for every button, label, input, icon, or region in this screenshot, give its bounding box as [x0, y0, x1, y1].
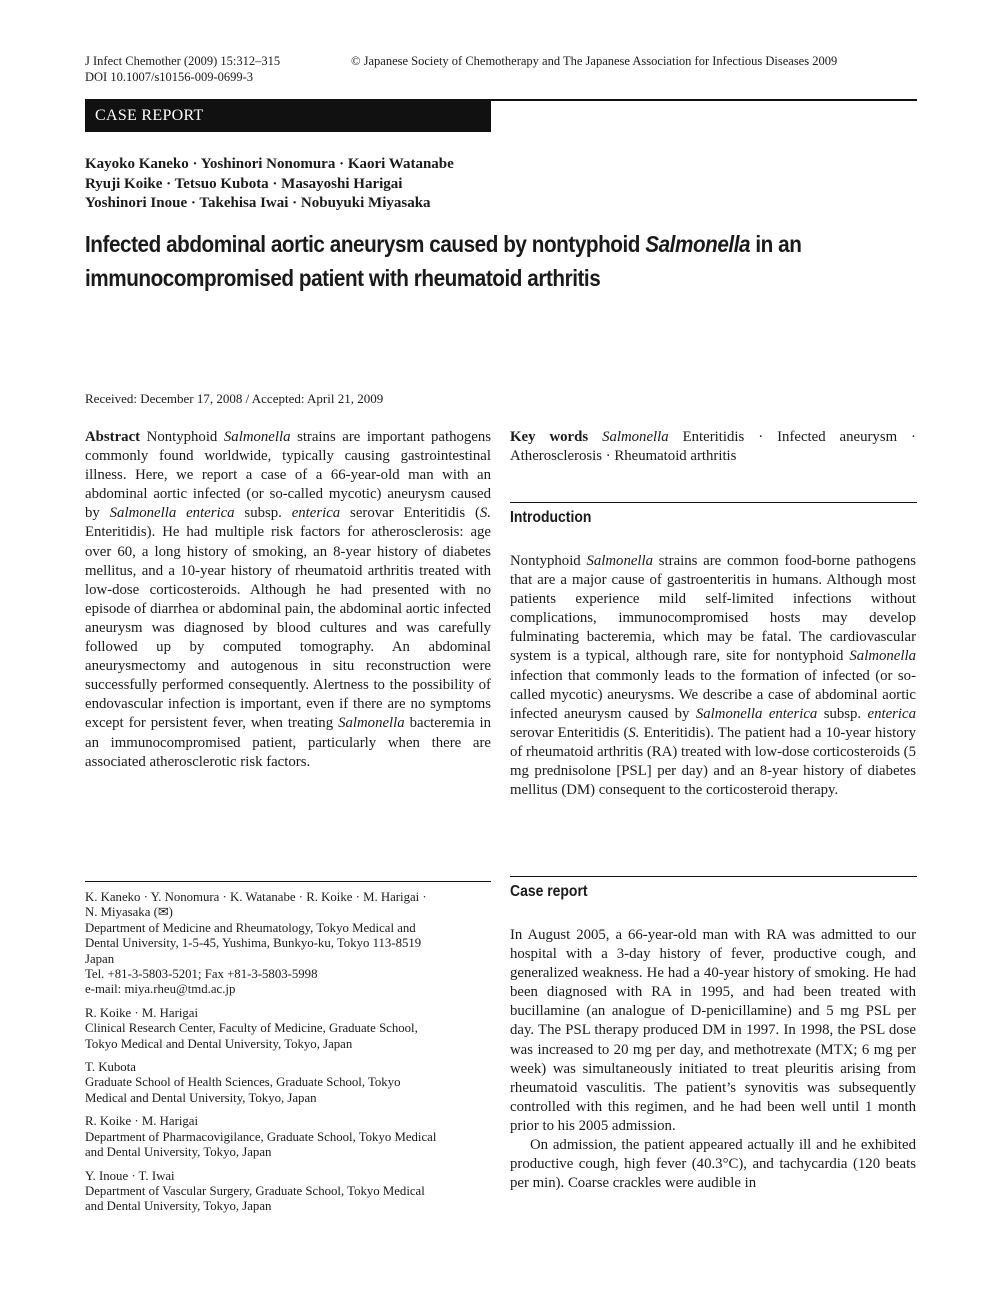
abstract-italic: Salmonella [338, 715, 405, 732]
author-line: Ryuji Koike · Tetsuo Kubota · Masayoshi Harigai [85, 175, 403, 192]
introduction-body [510, 552, 916, 800]
affiliation-line: Graduate School of Health Sciences, Graduate School, Tokyo [85, 1075, 401, 1090]
affiliation-line: Department of Pharmacovigilance, Graduate School, Tokyo Medical [85, 1129, 437, 1144]
abstract-italic: Salmonella [223, 429, 291, 445]
intro-text: subsp. [817, 705, 868, 722]
affiliation-block [85, 1006, 495, 1052]
intro-italic: Salmonella [586, 553, 654, 569]
affiliation-block [85, 1114, 495, 1160]
author-list [85, 155, 505, 214]
keywords [510, 428, 916, 466]
affiliation-line: Department of Vascular Surgery, Graduate School, Tokyo Medical [85, 1183, 425, 1198]
affiliation-line: Y. Inoue · T. Iwai [85, 1168, 175, 1183]
abstract-italic: Salmonella enterica [109, 505, 235, 522]
affiliation-line: K. Kaneko · Y. Nonomura · K. Watanabe · R. Koike · M. Harigai · [85, 890, 427, 904]
abstract-text: Enteritidis). He had multiple risk factors for atherosclerosis: age over 60, a long history of smoking, an 8-year history of diabetes mellitus, and a 10-year history of rheumatoid arthritis treated with low-dose corticosteroids. Although he had presented with no episode of diarrhea or abdominal pain, the abdominal aortic infected aneurysm was diagnosed by blood cultures and was carefully followed up by computed tomography. An abdominal aneurysmectomy and autogenous in situ reconstruction were successfully performed consequently. Alertness to the possibility of endovascular infection is important, even if there are no symptoms except for persistent fever, when treating [85, 524, 491, 732]
affiliation-line: Tel. +81-3-5803-5201; Fax +81-3-5803-5998 [85, 967, 318, 982]
intro-text: Enteritidis). The patient had a 10-year history of rheumatoid arthritis (RA) treated with low-dose corticosteroids (5 mg prednisolone [PSL] per day) and an 8-year history of diabetes mellitus (DM) consequent to the corticosteroid therapy. [510, 724, 917, 799]
article-title [85, 227, 917, 295]
affiliations [85, 890, 495, 1215]
affiliation-block [85, 1060, 495, 1106]
intro-text: strains are common food-borne pathogens that are a major cause of gastroenteritis in humans. Although most patients experience mild self-limited infections without complications, immunocompromised hosts may develop fulminating bacteremia, which may be fatal. The cardiovascular system is a typical, although rare, site for nontyphoid [510, 553, 916, 665]
affiliation-line: Dental University, 1-5-45, Yushima, Bunkyo-ku, Tokyo 113-8519 [85, 936, 422, 951]
title-text: in an [750, 231, 802, 257]
keywords-text: Enteritidis · Infected aneurysm · Atherosclerosis · Rheumatoid arthritis [510, 429, 916, 465]
abstract-label: Abstract [85, 429, 141, 445]
section-rule [510, 876, 917, 877]
affiliation-rule [85, 881, 491, 882]
affiliation-line: N. Miyasaka (✉) [85, 905, 173, 920]
case-report-heading: Case report [510, 883, 588, 900]
journal-citation: J Infect Chemother (2009) 15:312–315 [85, 54, 281, 68]
affiliation-line: Department of Medicine and Rheumatology, Tokyo Medical and [85, 920, 416, 935]
title-line-2: immunocompromised patient with rheumatoid arthritis [85, 265, 601, 291]
abstract-text: bacteremia in an immunocompromised patient, particularly when there are associated atherosclerotic risk factors. [85, 715, 491, 770]
received-dates: Received: December 17, 2008 / Accepted: April 21, 2009 [85, 391, 384, 406]
abstract-text: subsp. [234, 505, 292, 522]
affiliation-line: and Dental University, Tokyo, Japan [85, 1145, 272, 1160]
article-type-banner: CASE REPORT [85, 100, 491, 132]
introduction-heading: Introduction [510, 509, 592, 526]
intro-italic: S. [628, 724, 640, 741]
journal-citation-block [85, 54, 280, 85]
affiliation-line: Medical and Dental University, Tokyo, Japan [85, 1090, 317, 1105]
affiliation-block [85, 1169, 495, 1215]
intro-italic: Salmonella [849, 648, 916, 665]
affiliation-line: e-mail: miya.rheu@tmd.ac.jp [85, 982, 236, 997]
case-report-body [510, 926, 916, 1193]
intro-italic: enterica [867, 705, 917, 722]
case-paragraph: In August 2005, a 66-year-old man with RA was admitted to our hospital with a 3-day history of fever, productive cough, and generalized weakness. He had a 40-year history of smoking. He had been diagnosed with RA in 1995, and had been treated with bucillamine (an analogue of D-penicillamine) and 5 mg PSL per day. The PSL therapy produced DM in 1997. In 1998, the PSL dose was increased to 20 mg per day, and methotrexate (MTX; 6 mg per week) was simultaneously initiated to treat pleuritis arising from rheumatoid vasculitis. The patient’s synovitis was subsequently controlled with this regimen, and he had been well until 1 month prior to his 2005 admission. [510, 927, 916, 1134]
abstract-text: strains are important pathogens commonly found worldwide, typically causing gastrointestinal illness. Here, we report a case of a 66-year-old man with an abdominal aortic infected (or so-called mycotic) aneurysm caused by [85, 429, 491, 522]
abstract-italic: enterica [291, 505, 341, 522]
section-rule [510, 502, 917, 503]
affiliation-line: Clinical Research Center, Faculty of Medicine, Graduate School, [85, 1021, 418, 1036]
author-line: Yoshinori Inoue · Takehisa Iwai · Nobuyuki Miyasaka [85, 195, 431, 211]
intro-text: Nontyphoid [510, 553, 587, 569]
case-paragraph: On admission, the patient appeared actually ill and he exhibited productive cough, high fever (40.3°C), and tachycardia (120 beats per min). Coarse crackles were audible in [510, 1137, 916, 1192]
abstract-text: serovar Enteritidis ( [340, 505, 480, 522]
affiliation-line: and Dental University, Tokyo, Japan [85, 1199, 272, 1214]
intro-italic: Salmonella enterica [695, 705, 818, 722]
affiliation-line: Japan [85, 951, 115, 966]
author-line: Kayoko Kaneko · Yoshinori Nonomura · Kaori Watanabe [85, 156, 454, 172]
title-italic: Salmonella [645, 231, 751, 257]
abstract-italic: S. [479, 505, 492, 522]
keywords-label: Key words [510, 429, 589, 445]
intro-text: infection that commonly leads to the formation of infected (or so-called mycotic) aneurysms. We describe a case of abdominal aortic infected aneurysm caused by [510, 667, 916, 722]
keyword-italic: Salmonella [602, 429, 669, 445]
intro-text: serovar Enteritidis ( [510, 724, 629, 741]
doi: DOI 10.1007/s10156-009-0699-3 [85, 69, 254, 84]
affiliation-block [85, 890, 495, 998]
title-text: Infected abdominal aortic aneurysm caused by nontyphoid [85, 231, 646, 257]
affiliation-line: R. Koike · M. Harigai [85, 1114, 199, 1129]
affiliation-line: T. Kubota [85, 1060, 136, 1075]
abstract [85, 428, 491, 772]
abstract-text: Nontyphoid [140, 429, 224, 445]
copyright-notice: © Japanese Society of Chemotherapy and The Japanese Association for Infectious Diseases 2009 [351, 54, 838, 68]
affiliation-line: Tokyo Medical and Dental University, Tokyo, Japan [85, 1036, 353, 1051]
affiliation-line: R. Koike · M. Harigai [85, 1005, 199, 1020]
